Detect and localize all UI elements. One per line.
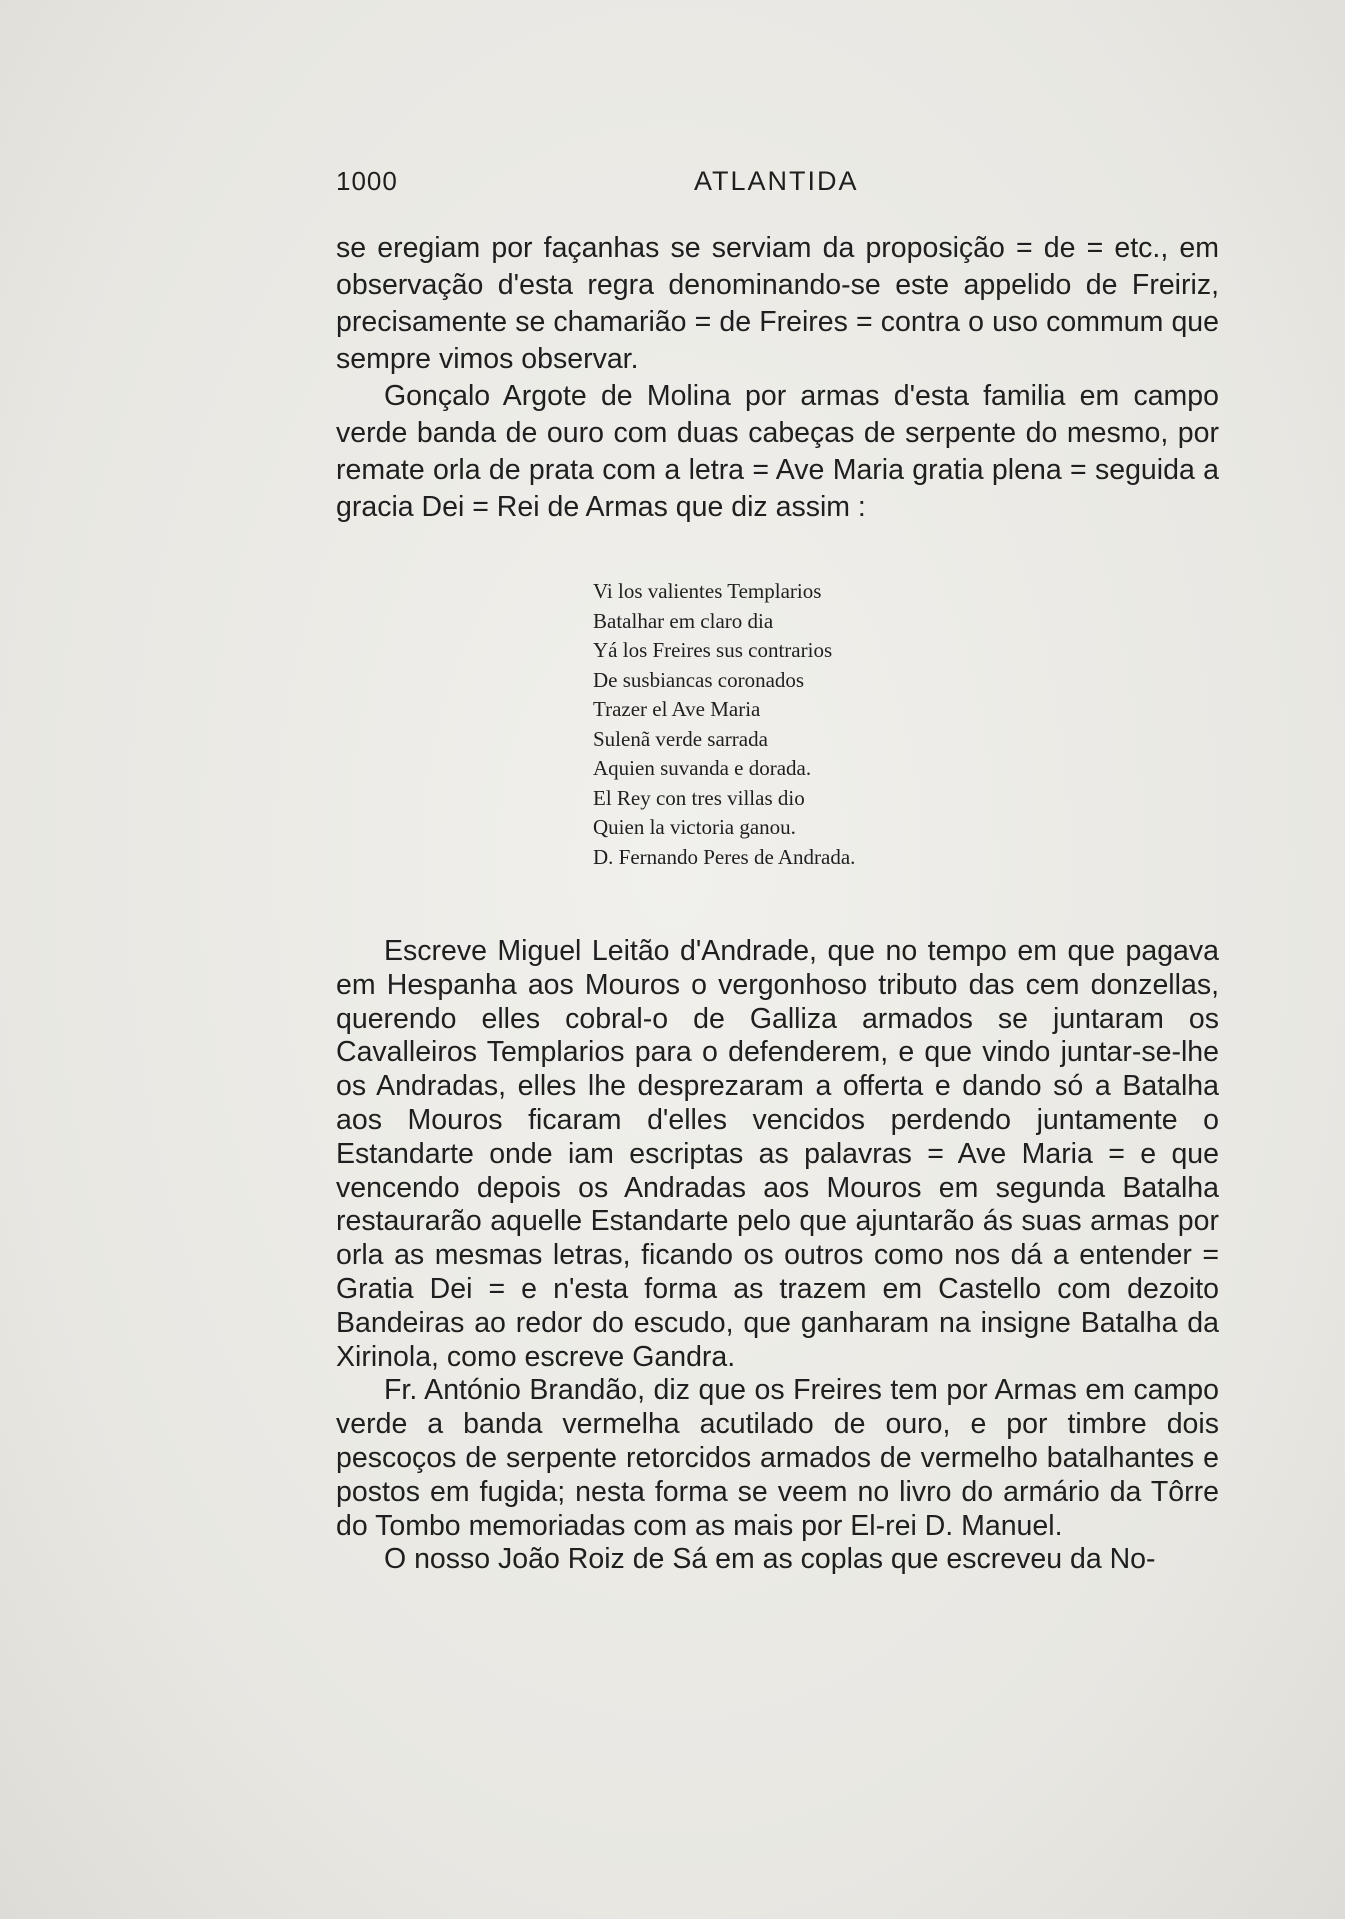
page-number: 1000 bbox=[336, 166, 398, 196]
paragraph: Fr. António Brandão, diz que os Freires tem por Armas em campo verde a banda vermelha acutilado de ouro, e por timbre dois pescoços de serpente retorcidos armados de vermelho batalhantes e postos em fugida; nesta forma se veem no livro do armário da Tôrre do Tombo memoriadas com as mais por El-rei D. Manuel. bbox=[336, 1374, 1219, 1542]
poem-line: Batalhar em claro dia bbox=[593, 608, 774, 633]
body-text-bottom bbox=[336, 935, 1219, 1577]
poem-line: Yá los Freires sus contrarios bbox=[593, 638, 833, 662]
poem-line: Quien la victoria ganou. bbox=[593, 815, 796, 839]
quoted-poem bbox=[593, 577, 1043, 872]
body-text-top bbox=[336, 230, 1219, 526]
poem-line: Trazer el Ave Maria bbox=[593, 697, 761, 721]
poem-line: D. Fernando Peres de Andrada. bbox=[593, 844, 856, 869]
poem-line: Vi los valientes Templarios bbox=[593, 579, 822, 603]
running-title: ATLANTIDA bbox=[694, 166, 859, 196]
poem-line: Sulenã verde sarrada bbox=[593, 726, 768, 751]
poem-line: Aquien suvanda e dorada. bbox=[593, 756, 812, 780]
paragraph: Escreve Miguel Leitão d'Andrade, que no tempo em que pagava em Hespanha aos Mouros o vergonhoso tributo das cem donzellas, querendo elles cobral-o de Galliza armados se juntaram os Cavalleiros Templarios para o defenderem, e que vindo juntar-se-lhe os Andradas, elles lhe desprezaram a offerta e dando só a Batalha aos Mouros ficaram d'elles vencidos perdendo juntamente o Estandarte onde iam escriptas as palavras = Ave Maria = e que vencendo depois os Andradas aos Mouros em segunda Batalha restaurarão aquelle Estandarte pelo que ajuntarão ás suas armas por orla as mesmas letras, ficando os outros como nos dá a entender = Gratia Dei = e n'esta forma as trazem em Castello com dezoito Bandeiras ao redor do escudo, que ganharam na insigne Batalha da Xirinola, como escreve Gandra. bbox=[336, 935, 1219, 1373]
paragraph: Gonçalo Argote de Molina por armas d'esta familia em campo verde banda de ouro com duas cabeças de serpente do mesmo, por remate orla de prata com a letra = Ave Maria gratia plena = seguida a gracia Dei = Rei de Armas que diz assim : bbox=[336, 380, 1219, 523]
paragraph: O nosso João Roiz de Sá em as coplas que escreveu da No- bbox=[384, 1543, 1156, 1576]
poem-line: De susbiancas coronados bbox=[593, 667, 805, 692]
poem-line: El Rey con tres villas dio bbox=[593, 785, 805, 810]
paragraph: se eregiam por façanhas se serviam da proposição = de = etc., em observação d'esta regra denominando-se este appelido de Freiriz, precisamente se chamarião = de Freires = contra o uso commum que sempre vimos observar. bbox=[336, 232, 1219, 375]
